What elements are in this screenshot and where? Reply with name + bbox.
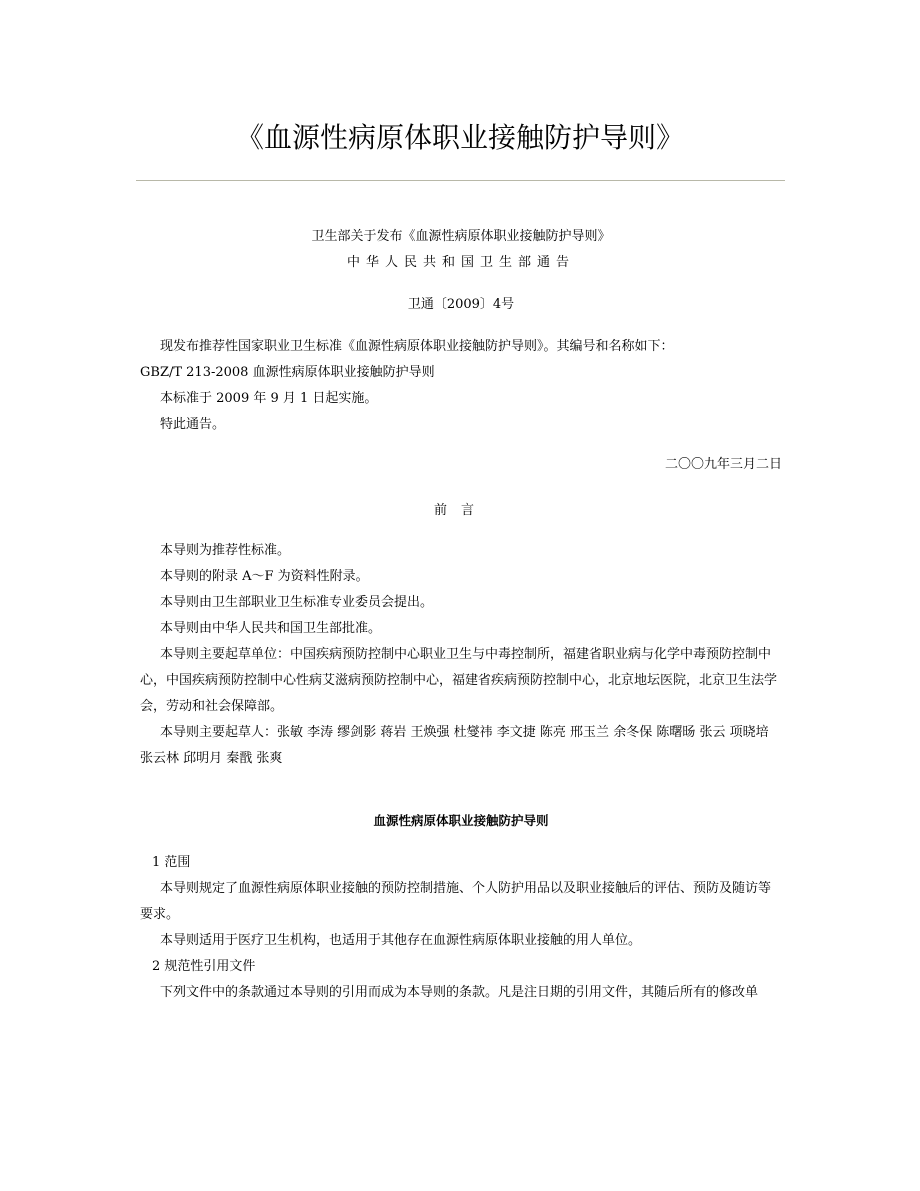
document-body (140, 224, 782, 1006)
preface-heading: 前言 (433, 503, 488, 518)
notice-date: 二〇〇九年三月二日 (664, 457, 782, 472)
preface-drafters: 本导则主要起草人：张敏 李涛 缪剑影 蒋岩 王焕强 杜燮祎 李文捷 陈亮 邢玉兰 余冬保 陈曙旸 张云 项晓培 张云林 邱明月 秦戬 张爽 (140, 725, 769, 766)
standard-sections (140, 850, 782, 1006)
section-heading-scope: 1 范围 (152, 855, 191, 870)
notice-standard: GBZ/T 213-2008 血源性病原体职业接触防护导则 (140, 365, 435, 380)
section-heading-references: 2 规范性引用文件 (152, 959, 256, 974)
section-paragraph: 本导则规定了血源性病原体职业接触的预防控制措施、个人防护用品以及职业接触后的评估、预防及随访等要求。 (140, 881, 772, 922)
title-divider (136, 180, 785, 181)
notice-number: 卫通〔2009〕4号 (407, 297, 515, 312)
preface-list (140, 538, 782, 772)
section-paragraph: 本导则适用于医疗卫生机构，也适用于其他存在血源性病原体职业接触的用人单位。 (160, 933, 642, 948)
preface-item: 本导则为推荐性标准。 (160, 543, 291, 558)
preface-item: 本导则由中华人民共和国卫生部批准。 (160, 621, 382, 636)
notice-intro: 现发布推荐性国家职业卫生标准《血源性病原体职业接触防护导则》。其编号和名称如下： (160, 339, 674, 354)
preface-item: 本导则的附录 A～F 为资料性附录。 (160, 569, 369, 584)
notice-header (140, 224, 782, 276)
standard-title: 血源性病原体职业接触防护导则 (373, 813, 549, 828)
notice-line-1: 卫生部关于发布《血源性病原体职业接触防护导则》 (311, 229, 611, 244)
notice-line-2: 中华人民共和国卫生部通告 (346, 255, 575, 270)
document-title: 《血源性病原体职业接触防护导则》 (235, 121, 684, 154)
notice-effective: 本标准于 2009 年 9 月 1 日起实施。 (160, 391, 378, 406)
notice-body (140, 334, 782, 438)
preface-item: 本导则由卫生部职业卫生标准专业委员会提出。 (160, 595, 434, 610)
preface-drafting-units: 本导则主要起草单位：中国疾病预防控制中心职业卫生与中毒控制所，福建省职业病与化学中毒预防控制中心，中国疾病预防控制中心性病艾滋病预防控制中心，福建省疾病预防控制中心，北京地坛医院，北京卫生法学会，劳动和社会保障部。 (140, 647, 778, 714)
section-paragraph: 下列文件中的条款通过本导则的引用而成为本导则的条款。凡是注日期的引用文件，其随后所有的修改单 (160, 985, 759, 1000)
notice-closing: 特此通告。 (160, 417, 226, 432)
